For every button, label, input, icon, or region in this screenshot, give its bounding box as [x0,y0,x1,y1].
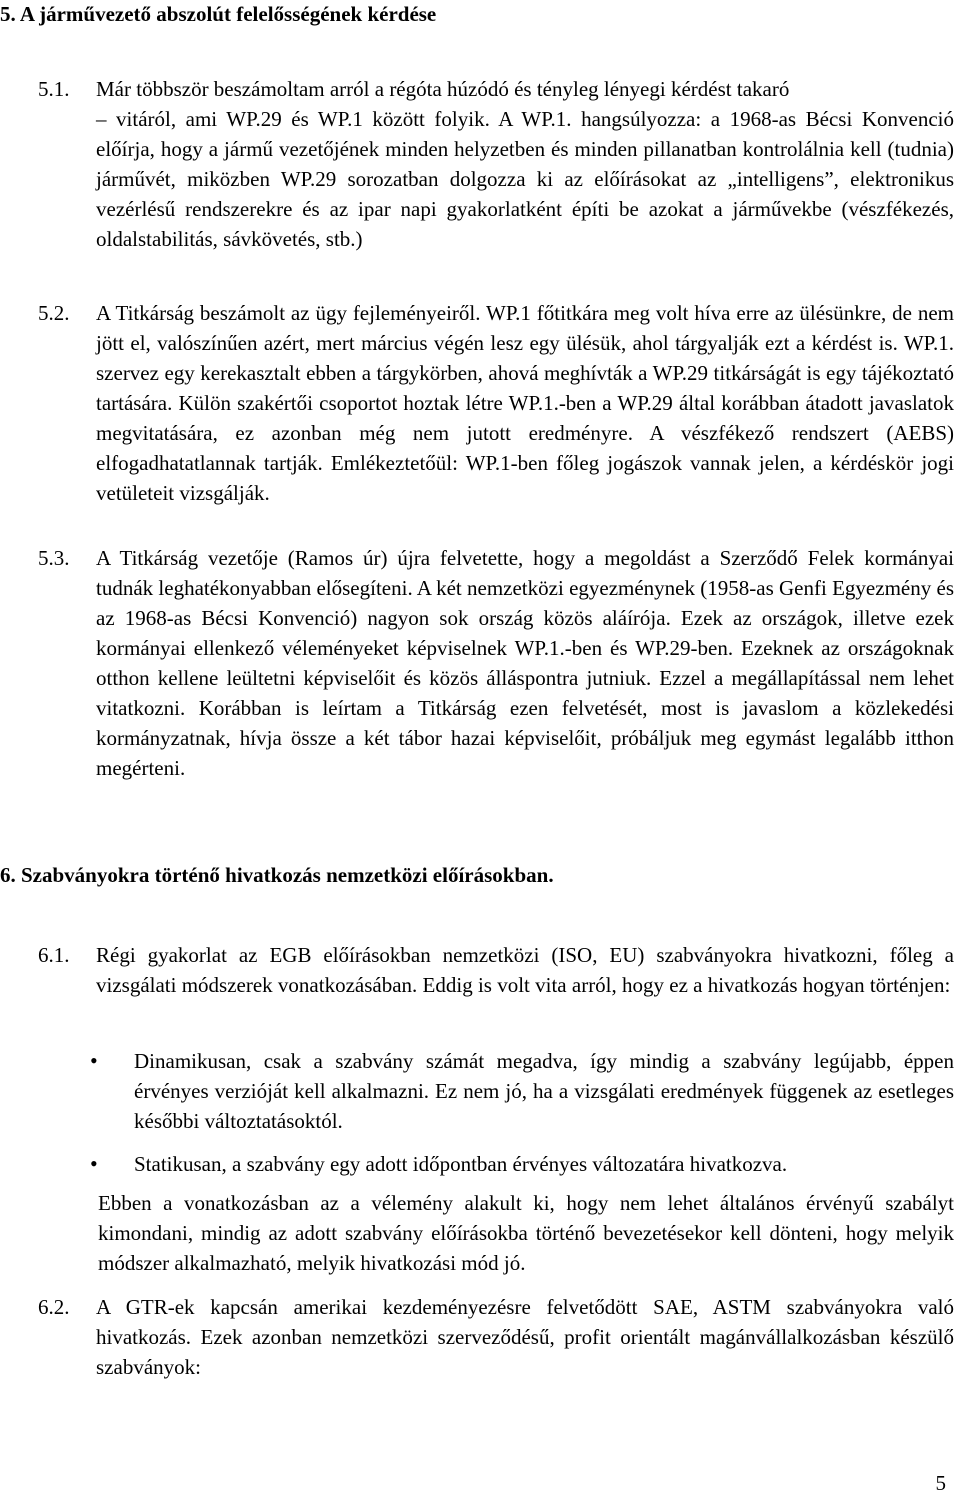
section-5-heading: 5. A járművezető abszolút felelősségének kérdése [0,2,437,26]
paragraph-number-5-3: 5.3. [38,546,70,570]
paragraph-5-1-first-line: Már többször beszámoltam arról a régóta húzódó és tényleg lényegi kérdést takaró [96,77,790,101]
bullet-dot: • [90,1048,98,1073]
paragraph-5-1-body: – vitáról, ami WP.29 és WP.1 között folyik. A WP.1. hangsúlyozza: a 1968-as Bécsi Konvenció előírja, hogy a jármű vezetőjének minden helyzetben és minden pillanatban kontrolálnia kell (tudnia) járművét, miközben WP.29 sorozatban dolgozza ki az előírásokat az „intelligens”, elektronikus vezérlésű rendszerekre és az ipar napi gyakorlatként építi be azokat a járművekbe (vészfékezés, oldalstabilitás, sávkövetés, stb.) [96,107,954,251]
paragraph-number-5-1: 5.1. [38,77,70,101]
paragraph-number-6-1: 6.1. [38,943,70,967]
section-6-heading: 6. Szabványokra történő hivatkozás nemzetközi előírásokban. [0,863,554,887]
paragraph-6-1-conclusion: Ebben a vonatkozásban az a vélemény alakult ki, hogy nem lehet általános érvényű szabályt kimondani, mindig az adott szabvány előírásokba történő bevezetésekor kell dönteni, hogy melyik módszer alkalmazható, melyik hivatkozási mód jó. [98,1191,954,1275]
page-number: 5 [935,1471,946,1495]
bullet-item-static: Statikusan, a szabvány egy adott időpontban érvényes változatára hivatkozva. [134,1152,788,1176]
paragraph-5-2-body: A Titkárság beszámolt az ügy fejleményeiről. WP.1 főtitkára meg volt híva erre az ülésünkre, de nem jött el, valószínűen azért, mert március végén lesz egy ülésük, ahol tárgyalják ezt a kérdést is. WP.1. szervez egy kerekasztalt ebben a tárgykörben, ahová meghívták a WP.29 titkárságát is egy tájékoztató tartására. Külön szakértői csoportot hoztak létre WP.1.-ben a WP.29 által korábban átadott javaslatok megvitatására, ez azonban még nem jutott eredményre. A vészfékező rendszert (AEBS) elfogadhatatlannak tartják. Emlékeztetőül: WP.1-ben főleg jogászok vannak jelen, a kérdéskör jogi vetületeit vizsgálják. [96,301,954,505]
paragraph-6-1-body: Régi gyakorlat az EGB előírásokban nemzetközi (ISO, EU) szabványokra hivatkozni, főleg a vizsgálati módszerek vonatkozásában. Eddig is volt vita arról, hogy ez a hivatkozás hogyan történjen: [96,943,954,997]
paragraph-number-5-2: 5.2. [38,301,70,325]
bullet-item-dynamic: Dinamikusan, csak a szabvány számát megadva, így mindig a szabvány legújabb, éppen érvényes verzióját kell alkalmazni. Ez nem jó, ha a vizsgálati eredmények függenek az esetleges későbbi változtatásoktól. [134,1049,954,1133]
bullet-dot: • [90,1151,98,1176]
paragraph-5-3-body: A Titkárság vezetője (Ramos úr) újra felvetette, hogy a megoldást a Szerződő Felek kormányai tudnák leghatékonyabban elősegíteni. A két nemzetközi egyezménynek (1958-as Genfi Egyezmény és az 1968-as Bécsi Konvenció) nagyon sok ország közös aláírója. Ezek az országok, illetve ezek kormányai ellenkező véleményeket képviselnek WP.1.-ben és WP.29-ben. Ezeknek az országoknak otthon kellene leültetni képviselőit és közös álláspontra jutniuk. Ezzel a megállapítással nem lehet vitatkozni. Korábban is leírtam a Titkárság ezen felvetését, most is javaslom a közlekedési kormányzatnak, hívja össze a két tábor hazai képviselőit, próbáljuk meg egymást legalább itthon megérteni. [96,546,954,780]
paragraph-6-2-body: A GTR-ek kapcsán amerikai kezdeményezésre felvetődött SAE, ASTM szabványokra való hivatkozás. Ezek azonban nemzetközi szerveződésű, profit orientált magánvállalkozásban készülő szabványok: [96,1295,954,1379]
paragraph-number-6-2: 6.2. [38,1295,70,1319]
